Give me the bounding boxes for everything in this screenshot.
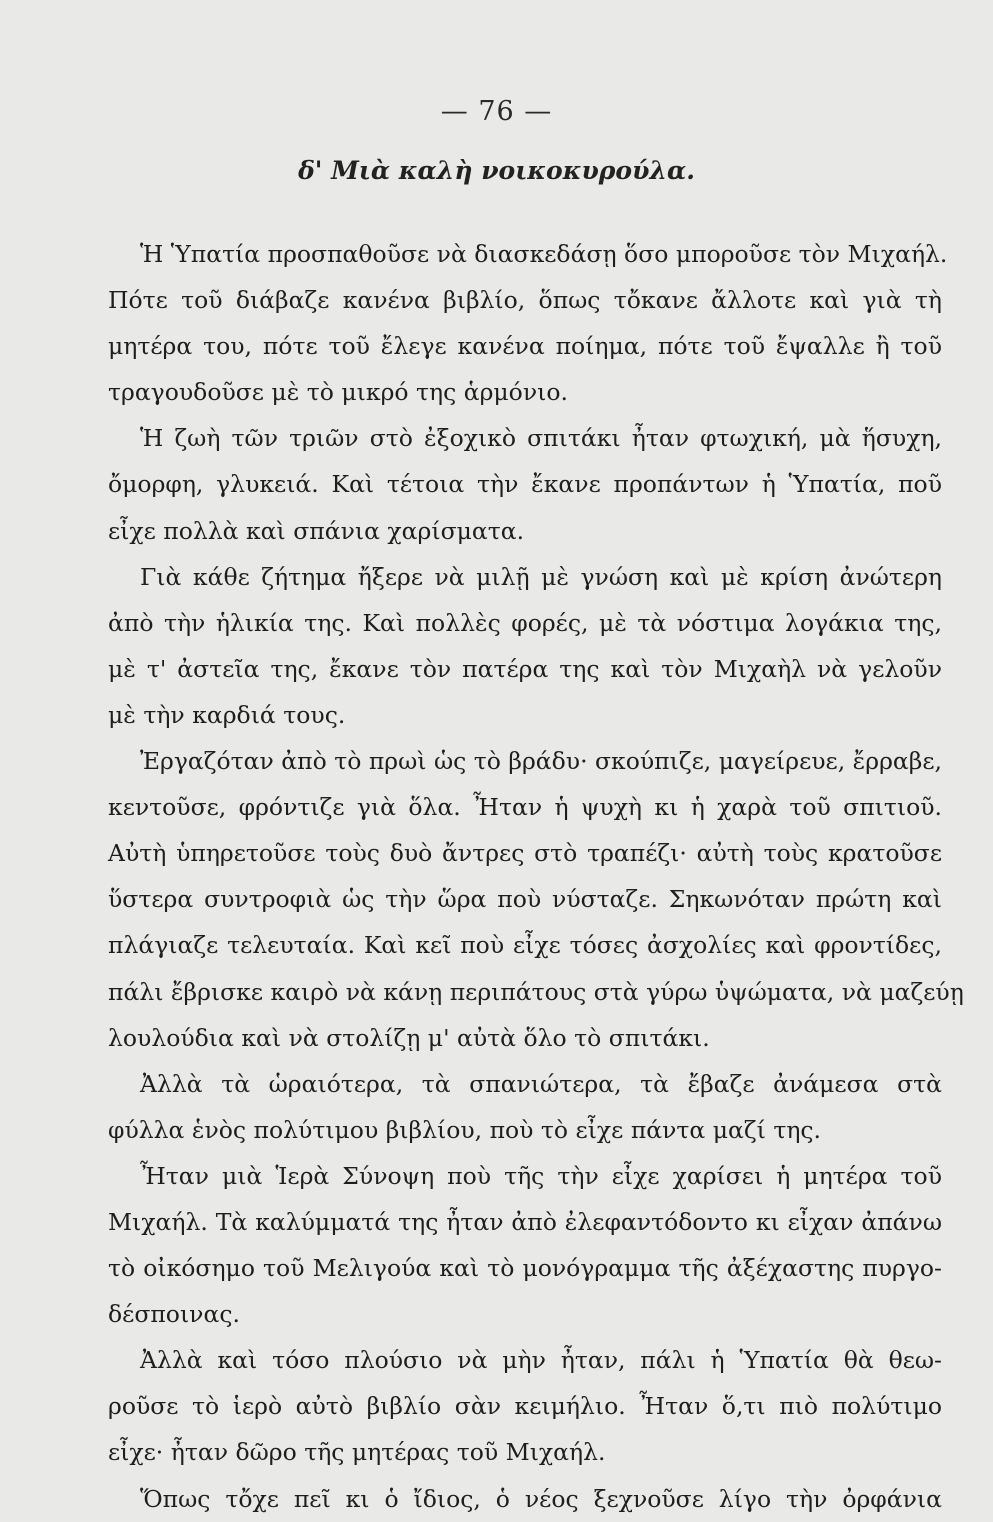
text-line: εἶχε πολλὰ καὶ σπάνια χαρίσματα. bbox=[108, 516, 525, 545]
text-line: κεντοῦσε, φρόντιζε γιὰ ὅλα. Ἦταν ἡ ψυχὴ κι ἡ χαρὰ τοῦ σπιτιοῦ. bbox=[108, 793, 942, 822]
paragraph bbox=[108, 1337, 942, 1475]
text-line: Ἀλλὰ καὶ τόσο πλούσιο νὰ μὴν ἦταν, πάλι ἡ Ὑπατία θὰ θεω- bbox=[140, 1346, 942, 1375]
text-line: Γιὰ κάθε ζήτημα ἤξερε νὰ μιλῇ μὲ γνώση καὶ μὲ κρίση ἀνώτερη bbox=[140, 562, 942, 591]
text-line: μὲ τὴν καρδιά τους. bbox=[108, 700, 346, 729]
paragraph bbox=[108, 1061, 942, 1153]
text-line: τὸ οἰκόσημο τοῦ Μελιγούα καὶ τὸ μονόγραμμα τῆς ἀξέχαστης πυργο- bbox=[108, 1254, 942, 1283]
chapter-title: δ' Μιὰ καλὴ νοικοκυρούλα. bbox=[298, 156, 695, 185]
paragraph bbox=[108, 554, 942, 738]
text-line: Ἡ Ὑπατία προσπαθοῦσε νὰ διασκεδάσῃ ὅσο μποροῦσε τὸν Μιχαήλ. bbox=[140, 240, 948, 268]
text-line: μὲ τ' ἀστεῖα της, ἔκανε τὸν πατέρα της καὶ τὸν Μιχαὴλ νὰ γελοῦν bbox=[108, 654, 942, 683]
text-line: μητέρα του, πότε τοῦ ἔλεγε κανένα ποίημα, πότε τοῦ ἔψαλλε ἢ τοῦ bbox=[108, 332, 942, 361]
text-line: Ἀλλὰ τὰ ὡραιότερα, τὰ σπανιώτερα, τὰ ἔβαζε ἀνάμεσα στὰ bbox=[140, 1069, 942, 1098]
text-line: Πότε τοῦ διάβαζε κανένα βιβλίο, ὅπως τὄκανε ἄλλοτε καὶ γιὰ τὴ bbox=[108, 286, 942, 315]
text-line: δέσποινας. bbox=[108, 1300, 240, 1329]
text-line: Ἐργαζόταν ἀπὸ τὸ πρωὶ ὡς τὸ βράδυ· σκούπιζε, μαγείρευε, ἔρραβε, bbox=[140, 747, 942, 776]
paragraph bbox=[108, 415, 942, 553]
text-line: τραγουδοῦσε μὲ τὸ μικρό της ἁρμόνιο. bbox=[108, 378, 568, 407]
text-line: ροῦσε τὸ ἱερὸ αὐτὸ βιβλίο σὰν κειμήλιο. Ἦταν ὅ,τι πιὸ πολύτιμο bbox=[108, 1392, 942, 1421]
text-line: πάλι ἔβρισκε καιρὸ νὰ κάνῃ περιπάτους στὰ γύρω ὑψώματα, νὰ μαζεύῃ bbox=[108, 977, 964, 1006]
text-line: πλάγιαζε τελευταία. Καὶ κεῖ ποὺ εἶχε τόσες ἀσχολίες καὶ φροντίδες, bbox=[108, 931, 942, 960]
text-line: Ἦταν μιὰ Ἱερὰ Σύνοψη ποὺ τῆς τὴν εἶχε χαρίσει ἡ μητέρα τοῦ bbox=[140, 1161, 942, 1190]
page-number: — 76 — bbox=[440, 96, 553, 127]
paragraph bbox=[108, 738, 964, 1061]
text-line: ὕστερα συντροφιὰ ὡς τὴν ὥρα ποὺ νύσταζε. Σηκωνόταν πρώτη καὶ bbox=[108, 885, 942, 914]
text-line: ἀπὸ τὴν ἡλικία της. Καὶ πολλὲς φορές, μὲ τὰ νόστιμα λογάκια της, bbox=[108, 608, 942, 637]
text-line: Αὐτὴ ὑπηρετοῦσε τοὺς δυὸ ἄντρες στὸ τραπέζι· αὐτὴ τοὺς κρατοῦσε bbox=[108, 839, 942, 868]
paragraph bbox=[108, 1153, 942, 1337]
text-line: εἶχε· ἦταν δῶρο τῆς μητέρας τοῦ Μιχαήλ. bbox=[108, 1438, 606, 1467]
body-text bbox=[108, 231, 964, 1522]
text-line: Ὅπως τὄχε πεῖ κι ὁ ἴδιος, ὁ νέος ξεχνοῦσε λίγο τὴν ὀρφάνια bbox=[140, 1484, 942, 1513]
text-line: λουλούδια καὶ νὰ στολίζῃ μ' αὐτὰ ὅλο τὸ σπιτάκι. bbox=[108, 1023, 710, 1052]
paragraph bbox=[108, 231, 948, 415]
text-line: ὄμορφη, γλυκειά. Καὶ τέτοια τὴν ἔκανε προπάντων ἡ Ὑπατία, ποῦ bbox=[108, 470, 942, 499]
text-line: Μιχαήλ. Τὰ καλύμματά της ἦταν ἀπὸ ἐλεφαντόδοντο κι εἶχαν ἀπάνω bbox=[108, 1207, 942, 1236]
text-line: Ἡ ζωὴ τῶν τριῶν στὸ ἐξοχικὸ σπιτάκι ἦταν φτωχική, μὰ ἥσυχη, bbox=[140, 424, 942, 453]
text-line: φύλλα ἑνὸς πολύτιμου βιβλίου, ποὺ τὸ εἶχε πάντα μαζί της. bbox=[108, 1115, 822, 1144]
paragraph bbox=[108, 1476, 942, 1522]
